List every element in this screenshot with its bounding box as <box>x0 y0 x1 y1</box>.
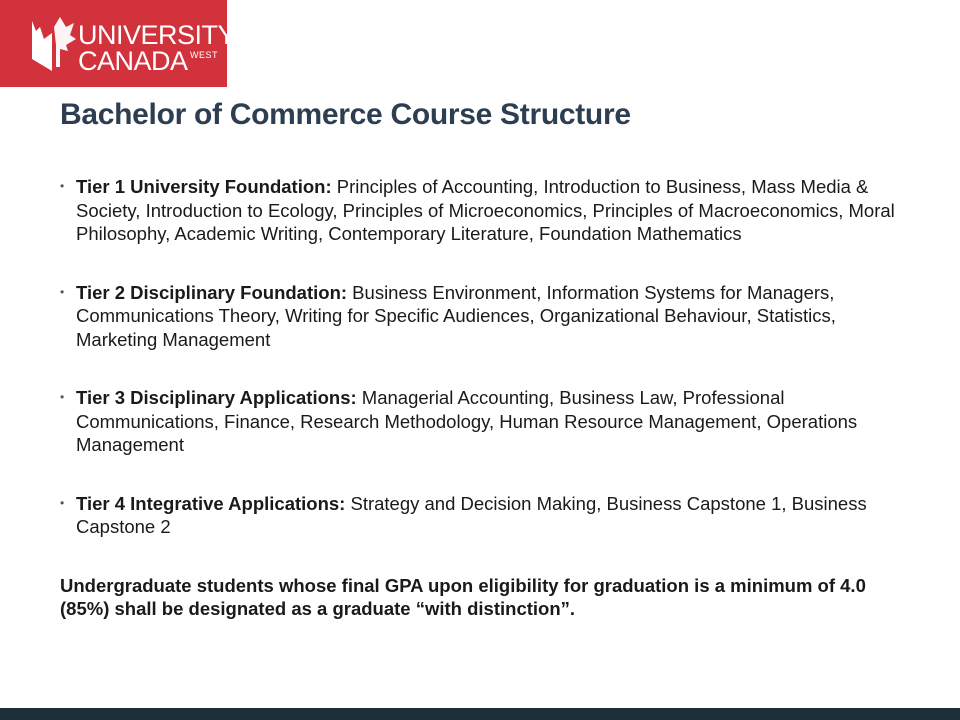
distinction-note: Undergraduate students whose final GPA upon eligibility for graduation is a minimum of 4.0 (85%) shall be designated as a graduate “with distinction”. <box>60 574 866 619</box>
logo-text-west: WEST <box>190 50 218 60</box>
tier-label: Tier 2 Disciplinary Foundation: <box>76 281 348 303</box>
tier-item-3 <box>60 386 905 457</box>
bullet-icon: • <box>60 284 65 299</box>
tier-item-1 <box>60 175 905 246</box>
tier-courses: Strategy and Decision Making, Business Capstone 1, Business Capstone 2 <box>76 492 867 537</box>
course-structure-content <box>60 175 905 621</box>
bullet-icon: • <box>60 179 65 193</box>
tier-courses: Business Environment, Information Systems for Managers, Communications Theory, Writing for Specific Audiences, Organizational Behaviour, Statistics, Marketing Management <box>76 281 836 350</box>
bullet-icon: • <box>60 390 65 404</box>
tier-courses: Principles of Accounting, Introduction to Business, Mass Media & Society, Introduction to Ecology, Principles of Microeconomics, Principles of Macroeconomics, Moral Philosophy, Academic Writing, Contemporary Literature, Foundation Mathematics <box>76 176 895 244</box>
tier-item-2 <box>60 281 905 352</box>
maple-leaf-icon <box>30 15 78 73</box>
footer-bar <box>0 708 960 720</box>
logo-text-university: UNIVERSITY <box>78 20 236 50</box>
tier-label: Tier 1 University Foundation: <box>76 176 332 197</box>
bullet-icon: • <box>60 495 65 510</box>
tier-label: Tier 3 Disciplinary Applications: <box>76 387 357 408</box>
page-title: Bachelor of Commerce Course Structure <box>60 98 631 131</box>
tier-courses: Managerial Accounting, Business Law, Professional Communications, Finance, Research Methodology, Human Resource Management, Operations Management <box>76 387 858 455</box>
university-logo <box>0 0 236 87</box>
tier-label: Tier 4 Integrative Applications: <box>76 492 346 514</box>
logo-text-canada: CANADA <box>78 46 188 76</box>
tier-item-4 <box>60 492 905 539</box>
